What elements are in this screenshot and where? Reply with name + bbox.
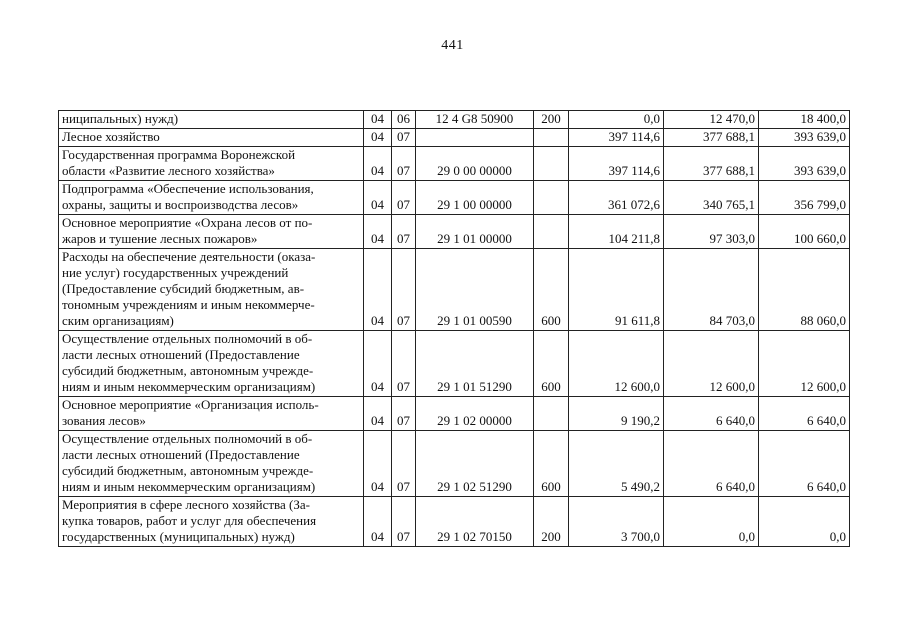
row-name-line: государственных (муниципальных) нужд) [62, 529, 295, 544]
amount-year-3-cell: 100 660,0 [759, 215, 850, 249]
row-name-line: Осуществление отдельных полномочий в об- [62, 331, 313, 346]
row-name-cell [59, 147, 364, 181]
section-code-cell: 04 [364, 497, 392, 547]
row-name-line: тономным учреждениям и иным некоммерче- [62, 297, 315, 312]
subsection-code-cell: 07 [392, 181, 416, 215]
amount-year-2-cell: 377 688,1 [664, 147, 759, 181]
table-row [59, 215, 850, 249]
amount-year-3-cell: 393 639,0 [759, 129, 850, 147]
amount-year-1-cell: 0,0 [569, 111, 664, 129]
amount-year-1-cell: 397 114,6 [569, 147, 664, 181]
amount-year-2-cell: 12 600,0 [664, 331, 759, 397]
row-name-cell [59, 215, 364, 249]
section-code-cell: 04 [364, 181, 392, 215]
row-name-line: области «Развитие лесного хозяйства» [62, 163, 275, 178]
amount-year-1-cell: 361 072,6 [569, 181, 664, 215]
amount-year-3-cell: 393 639,0 [759, 147, 850, 181]
row-name-cell [59, 331, 364, 397]
amount-year-1-cell: 397 114,6 [569, 129, 664, 147]
amount-year-3-cell: 0,0 [759, 497, 850, 547]
table-row [59, 497, 850, 547]
row-name-line: ским организациям) [62, 313, 174, 328]
expense-type-code-cell: 600 [534, 431, 569, 497]
table-row [59, 181, 850, 215]
budget-table [58, 110, 850, 547]
row-name-line: ласти лесных отношений (Предоставление [62, 347, 300, 362]
table-row [59, 331, 850, 397]
row-name-line: зования лесов» [62, 413, 146, 428]
expense-type-code-cell [534, 397, 569, 431]
expense-type-code-cell: 600 [534, 249, 569, 331]
section-code-cell: 04 [364, 431, 392, 497]
amount-year-2-cell: 84 703,0 [664, 249, 759, 331]
expense-type-code-cell [534, 147, 569, 181]
section-code-cell: 04 [364, 129, 392, 147]
target-article-code-cell: 29 1 01 00590 [416, 249, 534, 331]
row-name-cell [59, 397, 364, 431]
amount-year-1-cell: 3 700,0 [569, 497, 664, 547]
amount-year-2-cell: 0,0 [664, 497, 759, 547]
row-name-line: ласти лесных отношений (Предоставление [62, 447, 300, 462]
section-code-cell: 04 [364, 215, 392, 249]
row-name-line: субсидий бюджетным, автономным учрежде- [62, 463, 314, 478]
expense-type-code-cell: 200 [534, 111, 569, 129]
row-name-line: Осуществление отдельных полномочий в об- [62, 431, 313, 446]
row-name-line: ние услуг) государственных учреждений [62, 265, 289, 280]
table-row [59, 111, 850, 129]
amount-year-1-cell: 91 611,8 [569, 249, 664, 331]
row-name-line: ниципальных) нужд) [62, 111, 179, 126]
target-article-code-cell: 29 0 00 00000 [416, 147, 534, 181]
amount-year-3-cell: 356 799,0 [759, 181, 850, 215]
amount-year-1-cell: 12 600,0 [569, 331, 664, 397]
table-row [59, 249, 850, 331]
amount-year-3-cell: 18 400,0 [759, 111, 850, 129]
subsection-code-cell: 07 [392, 397, 416, 431]
row-name-line: (Предоставление субсидий бюджетным, ав- [62, 281, 305, 296]
row-name-cell [59, 497, 364, 547]
expense-type-code-cell [534, 129, 569, 147]
row-name-line: ниям и иным некоммерческим организациям) [62, 379, 316, 394]
expense-type-code-cell: 200 [534, 497, 569, 547]
amount-year-2-cell: 6 640,0 [664, 397, 759, 431]
row-name-cell [59, 111, 364, 129]
target-article-code-cell: 29 1 02 70150 [416, 497, 534, 547]
section-code-cell: 04 [364, 397, 392, 431]
table-row [59, 431, 850, 497]
amount-year-1-cell: 9 190,2 [569, 397, 664, 431]
subsection-code-cell: 07 [392, 147, 416, 181]
row-name-cell [59, 249, 364, 331]
target-article-code-cell: 29 1 02 00000 [416, 397, 534, 431]
row-name-line: охраны, защиты и воспроизводства лесов» [62, 197, 299, 212]
table-row [59, 397, 850, 431]
section-code-cell: 04 [364, 331, 392, 397]
row-name-line: купка товаров, работ и услуг для обеспечения [62, 513, 317, 528]
row-name-line: Расходы на обеспечение деятельности (оказа- [62, 249, 316, 264]
row-name-line: Подпрограмма «Обеспечение использования, [62, 181, 314, 196]
subsection-code-cell: 07 [392, 129, 416, 147]
row-name-cell [59, 129, 364, 147]
expense-type-code-cell [534, 215, 569, 249]
target-article-code-cell: 29 1 00 00000 [416, 181, 534, 215]
amount-year-3-cell: 88 060,0 [759, 249, 850, 331]
amount-year-2-cell: 6 640,0 [664, 431, 759, 497]
amount-year-3-cell: 12 600,0 [759, 331, 850, 397]
row-name-line: субсидий бюджетным, автономным учрежде- [62, 363, 314, 378]
budget-table-body [59, 111, 850, 547]
target-article-code-cell: 29 1 02 51290 [416, 431, 534, 497]
amount-year-1-cell: 5 490,2 [569, 431, 664, 497]
section-code-cell: 04 [364, 111, 392, 129]
amount-year-3-cell: 6 640,0 [759, 431, 850, 497]
target-article-code-cell: 29 1 01 51290 [416, 331, 534, 397]
subsection-code-cell: 07 [392, 215, 416, 249]
amount-year-3-cell: 6 640,0 [759, 397, 850, 431]
subsection-code-cell: 06 [392, 111, 416, 129]
amount-year-2-cell: 340 765,1 [664, 181, 759, 215]
expense-type-code-cell: 600 [534, 331, 569, 397]
row-name-cell [59, 431, 364, 497]
row-name-line: Основное мероприятие «Организация исполь- [62, 397, 319, 412]
row-name-line: ниям и иным некоммерческим организациям) [62, 479, 316, 494]
row-name-line: Государственная программа Воронежской [62, 147, 296, 162]
row-name-cell [59, 181, 364, 215]
target-article-code-cell [416, 129, 534, 147]
row-name-line: жаров и тушение лесных пожаров» [62, 231, 258, 246]
amount-year-2-cell: 97 303,0 [664, 215, 759, 249]
section-code-cell: 04 [364, 249, 392, 331]
section-code-cell: 04 [364, 147, 392, 181]
row-name-line: Мероприятия в сфере лесного хозяйства (За- [62, 497, 310, 512]
amount-year-2-cell: 377 688,1 [664, 129, 759, 147]
subsection-code-cell: 07 [392, 249, 416, 331]
table-row [59, 147, 850, 181]
expense-type-code-cell [534, 181, 569, 215]
amount-year-2-cell: 12 470,0 [664, 111, 759, 129]
table-row [59, 129, 850, 147]
subsection-code-cell: 07 [392, 497, 416, 547]
target-article-code-cell: 12 4 G8 50900 [416, 111, 534, 129]
subsection-code-cell: 07 [392, 431, 416, 497]
amount-year-1-cell: 104 211,8 [569, 215, 664, 249]
subsection-code-cell: 07 [392, 331, 416, 397]
target-article-code-cell: 29 1 01 00000 [416, 215, 534, 249]
row-name-line: Основное мероприятие «Охрана лесов от по- [62, 215, 313, 230]
row-name-line: Лесное хозяйство [62, 129, 160, 144]
page-number: 441 [441, 38, 464, 53]
